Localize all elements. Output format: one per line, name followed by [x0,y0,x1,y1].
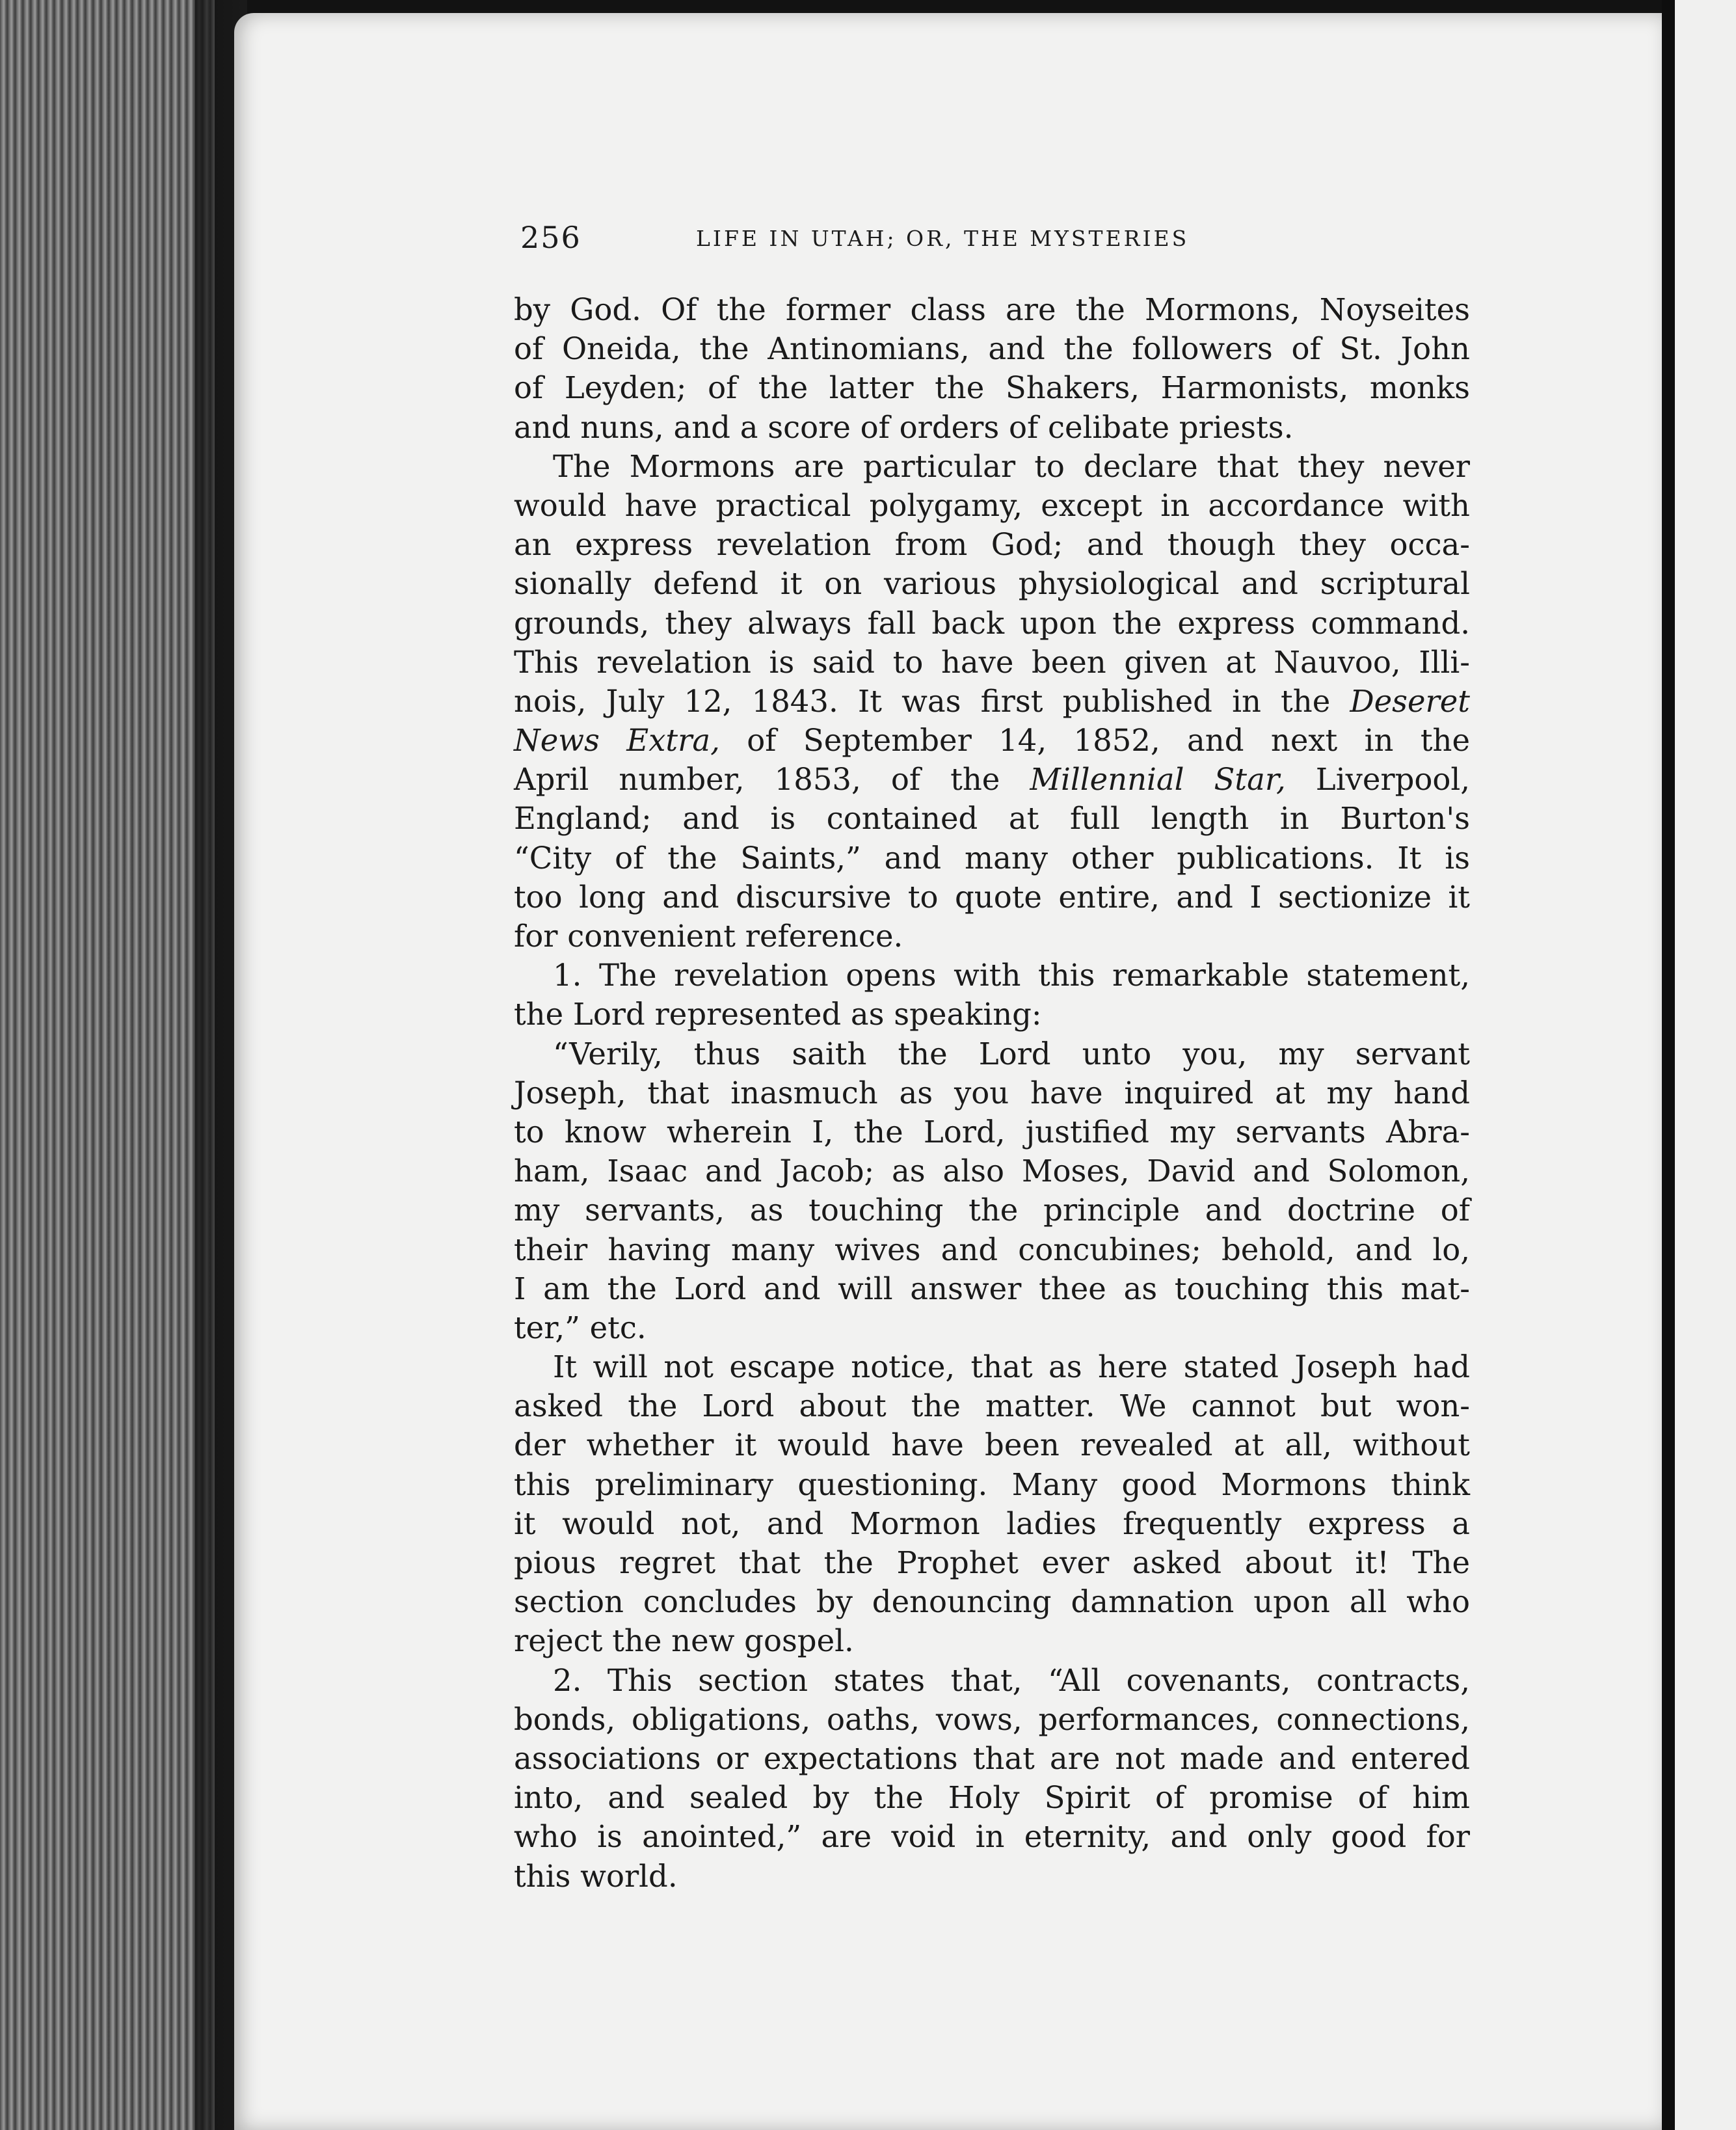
text-line: it would not, and Mormon ladies frequently express a [514,1505,1470,1541]
text-line: my servants, as touching the principle and doctrine of [514,1193,1470,1228]
body-text [514,290,1470,1896]
paragraph-quotation [514,1034,1470,1348]
text-line-with-italic-title: News Extra, of September 14, 1852, and next in the [514,723,1470,759]
page-number: 256 [520,220,581,255]
text-line: to know wherein I, the Lord, justified my servants Abra- [514,1114,1470,1150]
paragraph-2 [514,447,1470,956]
text-line: the Lord represented as speaking: [514,997,1042,1032]
facing-page-edge [1675,0,1736,2130]
text-line: I am the Lord and will answer thee as touching this mat- [514,1271,1470,1306]
text-line: England; and is contained at full length in Burton's [514,801,1470,837]
text-line-with-italic-title: April number, 1853, of the Millennial Star, Liverpool, [514,762,1470,798]
text-line: into, and sealed by the Holy Spirit of promise of him [514,1780,1470,1816]
page-header [520,215,1288,260]
text-line: their having many wives and concubines; behold, and lo, [514,1232,1470,1267]
text-line: this preliminary questioning. Many good Mormons think [514,1466,1470,1502]
text-line: Joseph, that inasmuch as you have inquired at my hand [514,1075,1470,1111]
paragraph-6 [514,1661,1470,1896]
text-line: this world. [514,1858,678,1894]
book-page-edge [0,0,215,2130]
text-line: associations or expectations that are not made and entered [514,1740,1470,1776]
text-line: sionally defend it on various physiological and scriptural [514,566,1470,602]
paragraph-3 [514,956,1470,1034]
text-line: 2. This section states that, “All covenants, contracts, [553,1662,1470,1698]
text-line: reject the new gospel. [514,1623,854,1659]
text-line: by God. Of the former class are the Mormons, Noyseites [514,292,1470,327]
text-line: pious regret that the Prophet ever asked about it! The [514,1545,1470,1580]
italic-title-news-extra: News Extra, [514,723,720,759]
text-line: ter,” etc. [514,1310,647,1345]
text-line: and nuns, and a score of orders of celibate priests. [514,409,1294,445]
paragraph-1 [514,290,1470,447]
italic-title-deseret: Deseret [1350,683,1470,719]
paragraph-5 [514,1347,1470,1661]
text-line: The Mormons are particular to declare that they never [553,448,1470,484]
text-line: of Leyden; of the latter the Shakers, Harmonists, monks [514,370,1470,406]
text-line: bonds, obligations, oaths, vows, performances, connections, [514,1701,1470,1737]
text-line: for convenient reference. [514,919,903,954]
text-line: “City of the Saints,” and many other publications. It is [514,840,1470,876]
text-line-with-italic-title: nois, July 12, 1843. It was first published in the Deseret [514,683,1470,719]
text-line: der whether it would have been revealed at all, without [514,1427,1470,1463]
text-line: of Oneida, the Antinomians, and the followers of St. John [514,331,1470,367]
text-line: It will not escape notice, that as here stated Joseph had [553,1349,1470,1385]
book-gutter [1662,0,1675,2130]
italic-title-millennial-star: Millennial Star, [1030,762,1286,798]
text-line: grounds, they always fall back upon the express command. [514,605,1470,641]
text-line: section concludes by denouncing damnation upon all who [514,1584,1470,1620]
text-line: 1. The revelation opens with this remarkable statement, [553,958,1470,993]
text-line: asked the Lord about the matter. We cannot but won- [514,1388,1470,1424]
text-line: an express revelation from God; and though they occa- [514,527,1470,563]
text-line: too long and discursive to quote entire, and I sectionize it [514,879,1470,915]
text-line: who is anointed,” are void in eternity, and only good for [514,1819,1470,1855]
text-line: ham, Isaac and Jacob; as also Moses, David and Solomon, [514,1153,1470,1189]
text-line: This revelation is said to have been given at Nauvoo, Illi- [514,644,1470,680]
text-line: “Verily, thus saith the Lord unto you, my servant [553,1036,1470,1072]
text-line: would have practical polygamy, except in accordance with [514,487,1470,523]
running-head: LIFE IN UTAH; OR, THE MYSTERIES [696,226,1190,251]
